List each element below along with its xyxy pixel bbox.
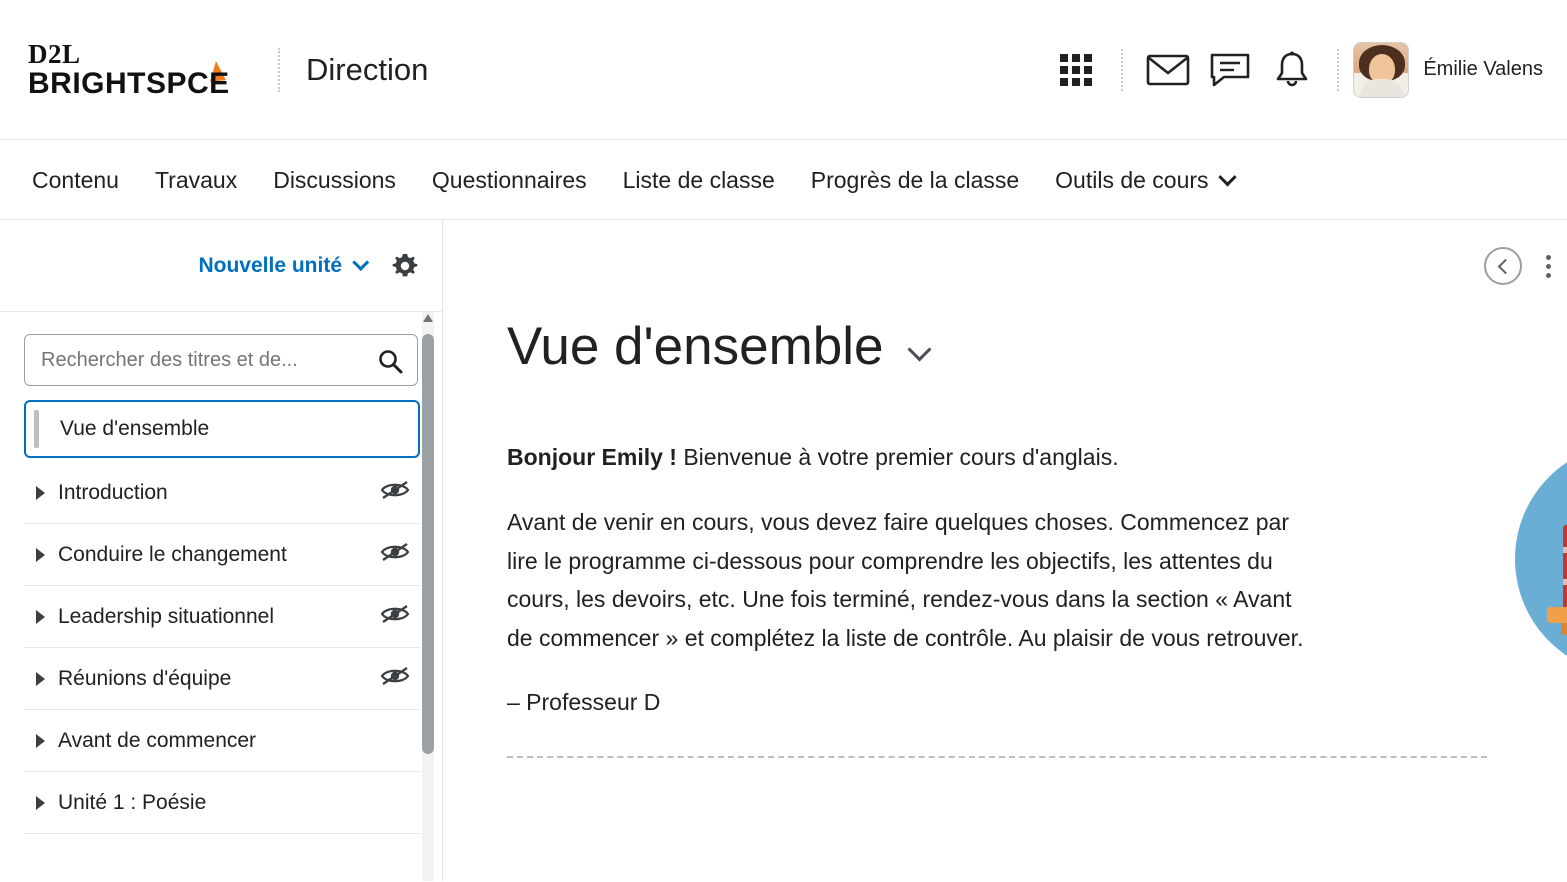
page-title-row: [507, 318, 1567, 376]
bell-glyph: [1273, 50, 1311, 90]
hidden-eye-icon[interactable]: [380, 541, 410, 569]
main-content: [443, 220, 1567, 881]
toc-item-label: Unité 1 : Poésie: [58, 790, 207, 814]
gear-icon[interactable]: [390, 251, 420, 281]
chevron-right-icon[interactable]: [36, 486, 45, 500]
toc-item-vue-densemble[interactable]: [24, 400, 420, 458]
nav-item-outils-de-cours[interactable]: [1037, 140, 1251, 220]
search-row: [0, 312, 442, 400]
search-glyph: [377, 348, 403, 374]
scrollbar-thumb[interactable]: [422, 334, 434, 754]
unit-toolbar: [0, 220, 442, 312]
eye-off-glyph: [380, 665, 410, 687]
nav-item-liste-de-classe[interactable]: Liste de classe: [622, 166, 775, 193]
page-title: Vue d'ensemble: [507, 317, 884, 376]
dashed-separator: [507, 756, 1487, 758]
toc-item-label: Réunions d'équipe: [58, 666, 232, 690]
kebab-menu-icon[interactable]: [1546, 255, 1551, 278]
brightspace-logo[interactable]: [28, 40, 258, 100]
greeting-rest: Bienvenue à votre premier cours d'anglais.: [676, 444, 1119, 471]
email-glyph: [1146, 53, 1190, 87]
greeting-paragraph: [507, 438, 1407, 477]
toc-item-introduction[interactable]: [24, 462, 420, 524]
sidebar-scrollbar[interactable]: [422, 312, 434, 881]
chevron-right-icon[interactable]: [36, 548, 45, 562]
search-box[interactable]: [24, 334, 418, 386]
chat-icon[interactable]: [1199, 40, 1261, 100]
chevron-right-icon[interactable]: [36, 610, 45, 624]
shelf-bottom: [1561, 623, 1567, 635]
chevron-down-icon: [1218, 168, 1236, 186]
toc-item-reunions-dequipe[interactable]: [24, 648, 420, 710]
main-toolbar: [507, 220, 1567, 312]
header-divider: [278, 48, 280, 92]
nav-item-travaux[interactable]: Travaux: [154, 166, 238, 193]
chevron-right-icon[interactable]: [36, 734, 45, 748]
nav-item-progres-de-la-classe[interactable]: Progrès de la classe: [810, 166, 1020, 193]
logo-brightspace-part2: CE: [187, 66, 230, 100]
content-body-wrapper: [0, 220, 1567, 881]
hidden-eye-icon[interactable]: [380, 603, 410, 631]
toc-sidebar: [0, 220, 443, 881]
app-header: [0, 0, 1567, 140]
toc-item-label: Introduction: [58, 480, 168, 504]
eye-off-glyph: [380, 603, 410, 625]
nav-item-discussions[interactable]: Discussions: [273, 166, 396, 193]
search-icon[interactable]: [377, 348, 403, 379]
shelf-top: [1547, 607, 1567, 623]
course-title[interactable]: Direction: [306, 51, 429, 87]
body-paragraph: Avant de venir en cours, vous devez faire quelques choses. Commencez par lire le programme ci-dessous pour comprendre les objectifs, les attentes du cours, les devoirs, etc. Une fois terminé, rendez-vous dans la section « Avant de commencer » et complétez la liste de contrôle. Au plaisir de vous retrouver.: [507, 508, 1304, 651]
chevron-left-circle-icon[interactable]: [1484, 247, 1522, 285]
toc-item-label: Leadership situationnel: [58, 604, 274, 628]
header-dot-divider-1: [1121, 49, 1123, 91]
signature-paragraph: – Professeur D: [507, 689, 661, 716]
avatar-body: [1360, 79, 1404, 97]
toc-item-avant-de-commencer[interactable]: [24, 710, 420, 772]
toc-item-label: Avant de commencer: [58, 728, 257, 752]
email-icon[interactable]: [1137, 40, 1199, 100]
eye-off-glyph: [380, 541, 410, 563]
chat-glyph: [1208, 51, 1252, 89]
header-actions: [1045, 40, 1543, 100]
course-navbar: [0, 140, 1567, 220]
toc-item-conduire-le-changement[interactable]: [24, 524, 420, 586]
user-name[interactable]: Émilie Valens: [1423, 58, 1543, 80]
chevron-down-icon[interactable]: [908, 338, 932, 362]
chevron-right-icon[interactable]: [36, 672, 45, 686]
hidden-eye-icon[interactable]: [380, 479, 410, 507]
nav-item-questionnaires[interactable]: Questionnaires: [431, 166, 587, 193]
nav-item-contenu[interactable]: Contenu: [32, 166, 119, 193]
book-red: [1563, 525, 1567, 607]
chevron-down-icon[interactable]: [352, 253, 369, 270]
new-unit-button[interactable]: Nouvelle unité: [198, 253, 342, 277]
logo-brightspace-part1: BRIGHTSP: [28, 66, 188, 100]
gear-glyph: [390, 251, 420, 281]
header-dot-divider-2: [1337, 49, 1339, 91]
greeting-bold: Bonjour Emily !: [507, 444, 677, 471]
toc-item-unite-1-poesie[interactable]: [24, 772, 420, 834]
avatar[interactable]: [1353, 42, 1409, 98]
nav-item-outils-label: Outils de cours: [1055, 166, 1209, 193]
logo-d2l-text: D2L: [28, 38, 81, 69]
scroll-up-arrow-icon[interactable]: [423, 314, 433, 322]
waffle-grid: [1060, 54, 1092, 86]
logo-brightspace-text: [28, 68, 258, 100]
toc-list: [0, 400, 442, 881]
toc-item-label: Vue d'ensemble: [60, 417, 210, 440]
lesson-body: [507, 438, 1567, 722]
toc-item-label: Conduire le changement: [58, 542, 287, 566]
hidden-eye-icon[interactable]: [380, 665, 410, 693]
books-illustration: [1515, 443, 1567, 675]
search-input[interactable]: [25, 349, 417, 372]
chevron-right-icon[interactable]: [36, 796, 45, 810]
notification-bell-icon[interactable]: [1261, 40, 1323, 100]
waffle-icon[interactable]: [1045, 40, 1107, 100]
eye-off-glyph: [380, 479, 410, 501]
toc-item-leadership-situationnel[interactable]: [24, 586, 420, 648]
